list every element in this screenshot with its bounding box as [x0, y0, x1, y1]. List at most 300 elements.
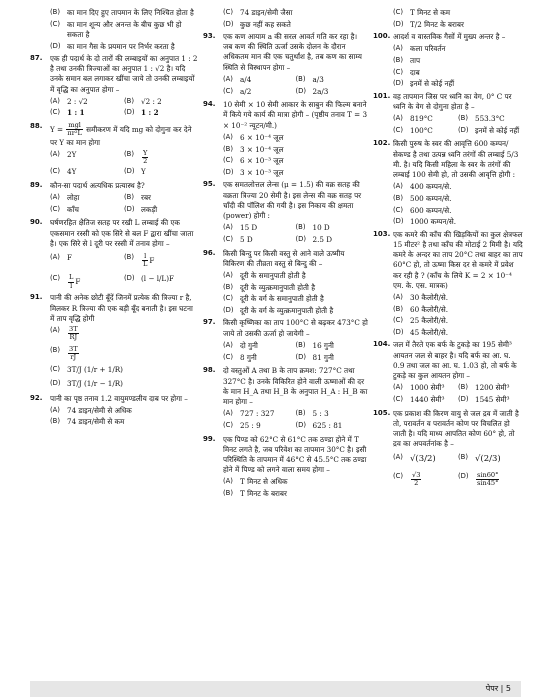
option-letter: (A)	[393, 292, 403, 301]
option-letter: (A)	[223, 409, 233, 418]
option	[393, 194, 523, 204]
option-text	[141, 150, 198, 166]
multiplier: F	[149, 255, 155, 265]
question-text: एक कण आयाम a की सरल आवर्त गति कर रहा है। जब कण की स्थिति ऊर्जा उसके दोलन के दौरान अधिकतम मान की एक चतुर्थांश है, तब कण का साम्य स्थिति से विस्थापन होगा –	[223, 31, 362, 72]
option	[50, 346, 198, 362]
option	[458, 114, 523, 124]
option-letter: (C)	[393, 125, 404, 134]
option-text: 81 गुनी	[312, 352, 334, 362]
option-letter: (D)	[50, 379, 61, 388]
option	[393, 114, 458, 124]
option-text: 500 कम्पन/से.	[410, 194, 452, 203]
question-91-options	[50, 326, 198, 389]
option-text: (l − l/L)F	[141, 274, 174, 284]
option-text: 553.3°C	[475, 113, 505, 123]
option-text: का मान शून्य और अनन्त के बीच कुछ भी हो सकता है	[67, 19, 182, 39]
option-text: 3 × 10⁻³ जूल	[240, 168, 284, 178]
option-letter: (D)	[393, 19, 404, 28]
option-letter: (B)	[458, 383, 468, 392]
option	[296, 87, 369, 97]
option-text: रबर	[141, 192, 151, 202]
option	[393, 56, 523, 66]
option	[223, 20, 368, 30]
option-text: 1000 कम्पन/से.	[410, 217, 457, 227]
option-text: √(3/2)	[410, 453, 436, 464]
question-text-rest: समीकरण में यदि mg को दोगुना कर देने पर Y का मान होगा	[50, 124, 192, 147]
option-letter: (A)	[223, 74, 233, 83]
question-number: 95.	[203, 180, 216, 189]
question-92	[30, 394, 198, 404]
option-text: T मिनट से अधिक	[240, 477, 288, 487]
option-letter: (B)	[50, 345, 60, 354]
q86-continued-options	[50, 8, 198, 52]
question-103-options	[393, 293, 523, 338]
option-text: 727 : 327	[240, 409, 275, 419]
option	[393, 44, 523, 54]
option-letter: (C)	[393, 205, 404, 214]
question-104-options	[393, 383, 523, 406]
option	[124, 150, 198, 166]
option-letter: (C)	[393, 471, 404, 480]
option	[458, 395, 523, 405]
question-text: दो वस्तुओं A तथा B के ताप क्रमश: 727°C तथा 327°C है। उनके विकिरित होने वाली ऊष्माओं की दर के मान H_A तथा H_B के अनुपात H_A : H_B का मान होगा –	[223, 366, 368, 406]
question-96-options	[223, 271, 368, 316]
option	[458, 383, 523, 393]
option	[296, 409, 369, 419]
question-102-options	[393, 182, 523, 227]
option-text: 74 डाइन/सेमी जैसा	[240, 8, 293, 17]
question-text: पानी की अनेक छोटी बूँदें जिनमें प्रत्येक की त्रिज्या r है, मिलकर R त्रिज्या की एक बड़ी बूँद बनाती है। इस घटना में ताप वृद्धि होगी	[50, 293, 193, 323]
option-letter: (B)	[295, 409, 306, 418]
option-text	[410, 472, 458, 488]
option	[50, 379, 198, 389]
option-letter: (C)	[50, 166, 61, 175]
option-text: √2 : 2	[141, 96, 162, 106]
option	[50, 150, 124, 166]
option	[393, 8, 523, 18]
option	[393, 383, 458, 393]
question-number: 94.	[203, 100, 216, 109]
option-text: ताप	[410, 55, 421, 65]
question-93-options	[223, 75, 368, 98]
question-87-options	[50, 97, 198, 120]
option-letter: (B)	[124, 192, 134, 201]
fraction	[66, 122, 83, 138]
question-94	[203, 100, 368, 131]
option-letter: (A)	[50, 149, 60, 158]
option	[393, 206, 523, 216]
option-text: कुछ नहीं कह सकते	[240, 19, 291, 29]
option-text	[67, 346, 198, 362]
option-letter: (A)	[223, 132, 233, 141]
column-1	[30, 8, 198, 429]
option-letter: (A)	[50, 192, 60, 201]
question-91	[30, 293, 198, 324]
option-text: a/4	[240, 74, 252, 84]
question-text: किसी बिन्दु पर किसी वस्तु से आने वाले ऊष्मीय विकिरण की तीव्रता वस्तु से बिन्दु की –	[223, 248, 345, 268]
option-text: a/3	[312, 74, 324, 84]
option	[223, 489, 368, 499]
question-number: 96.	[203, 248, 216, 257]
option-text: का मान दिए हुए तापमान के लिए निश्चित होता है	[67, 8, 194, 17]
option-text: F	[67, 252, 72, 262]
option-text: 4Y	[67, 166, 77, 176]
option	[223, 8, 368, 18]
option-text: 25 कैलोरी/से.	[410, 316, 449, 326]
option	[124, 108, 198, 118]
option-text: दाब	[410, 67, 420, 77]
question-number: 100.	[373, 31, 391, 40]
option-letter: (D)	[393, 217, 404, 226]
option-letter: (A)	[50, 405, 60, 414]
option-letter: (D)	[295, 86, 307, 95]
option-letter: (B)	[50, 8, 60, 16]
option-letter: (C)	[223, 8, 234, 16]
option-letter: (B)	[295, 340, 306, 349]
formula-prefix: Y =	[50, 124, 64, 134]
numerator: 3T	[69, 344, 78, 353]
question-87	[30, 54, 198, 95]
option-letter: (A)	[223, 271, 233, 280]
option-letter: (A)	[50, 96, 60, 105]
question-number: 102.	[373, 139, 391, 148]
option-text: 400 कम्पन/से.	[410, 182, 452, 192]
option-text: 3T/J (1/r − 1/R)	[67, 379, 123, 389]
option-letter: (D)	[223, 19, 234, 28]
option-text: 5 D	[240, 234, 253, 244]
option-text: T/2 मिनट के बराबर	[410, 19, 464, 29]
option-text: 6 × 10⁻³ जूल	[240, 156, 284, 166]
question-text: एक पिण्ड को 62°C से 61°C तक ठण्डा होने में T मिनट लगते है, जब परिवेश का तापमान 30°C है। इसी परिस्थिति के तापमान में 46°C से 45.5°C तक ठण्डा होने में पिण्ड को लगने वाला समय होगा –	[223, 434, 367, 475]
denominator: 2	[143, 157, 148, 166]
option-letter: (A)	[393, 452, 403, 461]
option	[223, 477, 368, 487]
numerator: mgl	[68, 121, 81, 130]
question-101-options	[393, 114, 523, 137]
option-letter: (A)	[393, 44, 403, 53]
option-text: 2a/3	[312, 86, 329, 96]
option-letter: (C)	[223, 86, 234, 95]
option-text: 25 : 9	[240, 420, 261, 430]
option	[223, 271, 368, 281]
column-3	[373, 8, 523, 489]
column-2	[203, 8, 368, 501]
option	[393, 305, 523, 315]
option	[124, 274, 198, 290]
denominator: L	[143, 260, 148, 269]
fraction	[68, 346, 79, 362]
option-text: 600 कम्पन/से.	[410, 205, 452, 215]
option-text: 60 कैलोरी/से.	[410, 304, 449, 314]
question-100	[373, 32, 523, 42]
fraction	[476, 472, 499, 488]
option-text: 1 : 1	[67, 108, 85, 118]
option-letter: (C)	[223, 234, 234, 243]
option	[50, 20, 198, 40]
q92-continued-options	[223, 8, 368, 30]
question-98	[203, 366, 368, 407]
option	[50, 167, 124, 177]
option-letter: (D)	[295, 352, 307, 361]
option	[296, 341, 369, 351]
option	[393, 316, 523, 326]
question-95	[203, 180, 368, 221]
option	[296, 223, 369, 233]
option	[296, 421, 369, 431]
question-number: 104.	[373, 340, 391, 349]
question-text	[50, 122, 198, 148]
option-text: 3 × 10⁻⁴ जूल	[240, 144, 284, 154]
question-number: 87.	[30, 53, 43, 62]
option	[50, 8, 198, 18]
multiplier: F	[75, 277, 81, 287]
option	[223, 421, 296, 431]
option	[50, 406, 198, 416]
option	[393, 182, 523, 192]
option-letter: (D)	[223, 168, 234, 177]
option-letter: (A)	[223, 340, 233, 349]
fraction	[411, 472, 421, 488]
question-96	[203, 249, 368, 269]
page-footer	[30, 681, 521, 697]
question-number: 105.	[373, 408, 391, 417]
question-95-options	[223, 223, 368, 246]
option-letter: (D)	[50, 41, 61, 50]
option	[50, 365, 198, 375]
option-letter: (B)	[124, 149, 134, 158]
option	[393, 453, 458, 465]
option	[124, 253, 198, 269]
option-text: काँच	[67, 204, 79, 214]
option	[50, 42, 198, 52]
option	[296, 353, 369, 363]
question-number: 88.	[30, 122, 43, 131]
option-text: 1545 सेमी³	[475, 394, 510, 404]
option	[223, 409, 296, 419]
question-text: एक समतलोत्तल लेन्स (μ = 1.5) की वक्र सतह की वक्रता त्रिज्या 20 सेमी है। इस लेन्स की वक्र सतह पर चाँदी की पॉलिश की गयी है। इस निकाय की क्षमता (power) होगी :	[223, 180, 362, 220]
option-text: कला परिवर्तन	[410, 44, 446, 54]
option-letter: (B)	[124, 252, 134, 261]
question-105	[373, 409, 523, 450]
question-text: किसी पुरुष के स्वर की आवृत्ति 600 कम्पन/सेकण्ड है तथा उत्पन्न ध्वनि तरंगों की लम्बाई 5/3 मी. है। यदि किसी महिला के स्वर के तरंगों की लम्बाई 100 सेमी हो, तो उसकी आवृत्ति होगी :	[393, 139, 519, 180]
option	[223, 353, 296, 363]
option-letter: (C)	[393, 67, 404, 76]
option	[223, 156, 368, 166]
question-text: जल में तैरते एक बर्फ के टुकड़े का 195 सेमी³ आयतन जल से बाहर है। यदि बर्फ का आ. घ. 0.9 तथा जल का आ. घ. 1.03 हो, तो बर्फ के टुकड़े का कुल आयतन होगा –	[393, 340, 517, 380]
option-letter: (D)	[124, 204, 135, 213]
option	[458, 453, 523, 465]
question-text: वह तापमान जिस पर ध्वनि का वेग, 0° C पर ध्वनि के वेग से दोगुना होता है –	[393, 91, 512, 111]
option-letter: (A)	[50, 326, 60, 335]
option-text	[141, 253, 198, 269]
option-text: दूरी के वर्ग के समानुपाती होती है	[240, 294, 324, 304]
option-letter: (D)	[124, 274, 135, 283]
numerator: Y	[143, 148, 148, 157]
option	[223, 294, 368, 304]
option	[393, 79, 523, 89]
option	[223, 168, 368, 178]
question-103	[373, 230, 523, 291]
numerator: sin60°	[477, 470, 499, 479]
option-letter: (A)	[393, 182, 403, 191]
option-text: 2.5 D	[312, 234, 332, 244]
option-letter: (B)	[458, 452, 468, 461]
option-text: दूरी के वर्ग के व्युत्क्रमानुपाती होती है	[240, 306, 334, 316]
option	[393, 68, 523, 78]
option-letter: (B)	[458, 113, 468, 122]
numerator: √3	[412, 470, 421, 479]
option-text: 819°C	[410, 113, 433, 123]
q99-continued-options	[393, 8, 523, 30]
option	[50, 108, 124, 118]
option-letter: (C)	[393, 394, 404, 403]
question-number: 92.	[30, 393, 43, 402]
option-text: लकड़ी	[141, 204, 158, 214]
option-letter: (C)	[50, 204, 61, 213]
option-text	[475, 472, 523, 488]
option	[393, 217, 523, 227]
denominator: πr²L	[67, 129, 82, 138]
option-text: Y	[141, 166, 146, 176]
option-letter: (D)	[124, 108, 135, 117]
option	[50, 193, 124, 203]
option-letter: (D)	[458, 394, 469, 403]
option	[124, 193, 198, 203]
option-text: 5 : 3	[312, 409, 329, 419]
option	[393, 20, 523, 30]
option-text	[67, 326, 198, 342]
option-text: 8 गुनी	[240, 352, 257, 362]
option-letter: (D)	[393, 328, 404, 337]
denominator: 2	[414, 478, 419, 487]
option-letter: (D)	[295, 420, 307, 429]
option-letter: (B)	[295, 74, 306, 83]
option-letter: (D)	[223, 306, 234, 315]
option-letter: (C)	[223, 294, 234, 303]
question-101	[373, 92, 523, 112]
question-92-options	[50, 406, 198, 428]
option	[393, 293, 523, 303]
option	[393, 328, 523, 338]
question-100-options	[393, 44, 523, 89]
option-letter: (C)	[50, 108, 61, 117]
option	[223, 235, 296, 245]
option-text: T मिनट से कम	[410, 8, 451, 17]
question-90-options	[50, 253, 198, 292]
question-99	[203, 435, 368, 476]
fraction	[68, 326, 79, 342]
option	[50, 274, 124, 290]
option-text: दो गुनी	[240, 340, 258, 350]
question-text: पानी का पृष्ठ तनाव 1.2 वायुमण्डलीय दाब पर होगा –	[50, 393, 188, 403]
option-text: 74 डाइन/सेमी से कम	[67, 417, 125, 427]
option-letter: (A)	[50, 252, 60, 261]
option-text: दूरी के समानुपाती होती है	[240, 271, 306, 281]
option-letter: (A)	[223, 223, 233, 232]
question-text: किसी कृष्णिका का ताप 100°C से बढ़कर 473°C हो जाये तो उसकी ऊर्जा हो जायेगी –	[223, 318, 368, 338]
option-text: 3T/J (1/r + 1/R)	[67, 365, 123, 375]
option-letter: (C)	[50, 19, 61, 28]
question-94-options	[223, 133, 368, 178]
option	[223, 87, 296, 97]
option-letter: (C)	[50, 274, 61, 283]
option	[124, 97, 198, 107]
option-text: T मिनट के बराबर	[240, 489, 287, 499]
option-text: 2Y	[67, 149, 77, 159]
question-text: आदर्श व वास्तविक गैसों में मुख्य अन्तर है –	[393, 31, 506, 41]
option-letter: (A)	[223, 477, 233, 486]
option-text: 1440 सेमी³	[410, 394, 445, 404]
fraction	[142, 253, 148, 269]
question-99-options	[223, 477, 368, 499]
denominator: rJ	[70, 352, 77, 361]
fraction	[142, 150, 148, 166]
option-letter: (B)	[223, 489, 233, 498]
option-text: 1 : 2	[141, 108, 159, 118]
question-98-options	[223, 409, 368, 432]
option	[50, 417, 198, 427]
option-text: 45 कैलोरी/से.	[410, 328, 449, 338]
question-104	[373, 340, 523, 381]
question-text: कौन-सा पदार्थ अत्यधिक प्रत्यास्थ है?	[50, 180, 145, 190]
option	[124, 167, 198, 177]
question-number: 99.	[203, 434, 216, 443]
option-text: 74 डाइन/सेमी से अधिक	[67, 405, 132, 415]
option-letter: (B)	[50, 417, 60, 426]
numerator: L	[69, 273, 74, 282]
option-letter: (D)	[124, 166, 135, 175]
option-letter: (B)	[393, 55, 403, 64]
question-text: घर्षणरहित क्षैतिज सतह पर रखी L लम्बाई की एक एकसमान रस्सी को एक सिरे से बल F द्वारा खींचा जाता है। एक सिरे से l दूरी पर रस्सी में तनाव होगा –	[50, 218, 194, 248]
option-text: 6 × 10⁻⁴ जूल	[240, 132, 284, 142]
option	[50, 326, 198, 342]
option-text: 15 D	[240, 223, 258, 233]
option	[458, 472, 523, 488]
numerator: 3T	[69, 325, 78, 334]
option-text	[67, 274, 124, 290]
question-number: 89.	[30, 180, 43, 189]
question-text: 10 सेमी × 10 सेमी आकार के साबुन की फिल्म बनाने में किये गये कार्य की मात्रा होगी – (पृष्ठीय तनाव T = 3 × 10⁻² न्यूटन/मी.)	[223, 100, 368, 130]
question-text: एक कमरे की काँच की खिड़कियों का कुल क्षेत्रफल 15 मीटर² है तथा काँच की मोटाई 2 मिमी है। यदि कमरे के अन्दर का ताप 20°C तथा बाहर का ताप 60°C हो, तो ऊष्मा किस दर से कमरे में प्रवेश कर रही है ? (काँच के लिये K = 2 × 10⁻⁴ एम. के. एस. मात्रक)	[393, 229, 523, 290]
option-letter: (B)	[295, 223, 306, 232]
option	[296, 235, 369, 245]
question-number: 93.	[203, 31, 216, 40]
option	[50, 205, 124, 215]
option-letter: (C)	[223, 352, 234, 361]
option-letter: (B)	[124, 96, 134, 105]
option	[393, 472, 458, 488]
option-letter: (C)	[393, 316, 404, 325]
question-97	[203, 318, 368, 338]
option-letter: (C)	[223, 156, 234, 165]
option-letter: (A)	[393, 113, 403, 122]
option	[124, 205, 198, 215]
numerator: l	[142, 253, 148, 261]
option-text: का मान गैस के प्रयमान पर निर्भर करता है	[67, 41, 175, 51]
option-letter: (B)	[223, 282, 233, 291]
option-letter: (B)	[393, 304, 403, 313]
denominator: RJ	[69, 333, 78, 342]
option	[458, 126, 523, 136]
option-text: 16 गुनी	[312, 340, 334, 350]
option	[296, 75, 369, 85]
question-88	[30, 122, 198, 148]
option-text: a/2	[240, 86, 252, 96]
page-number-label: पेपर | 5	[485, 684, 511, 693]
option-letter: (D)	[458, 125, 469, 134]
option	[223, 75, 296, 85]
option-text: इनमें से कोई नहीं	[410, 79, 455, 89]
